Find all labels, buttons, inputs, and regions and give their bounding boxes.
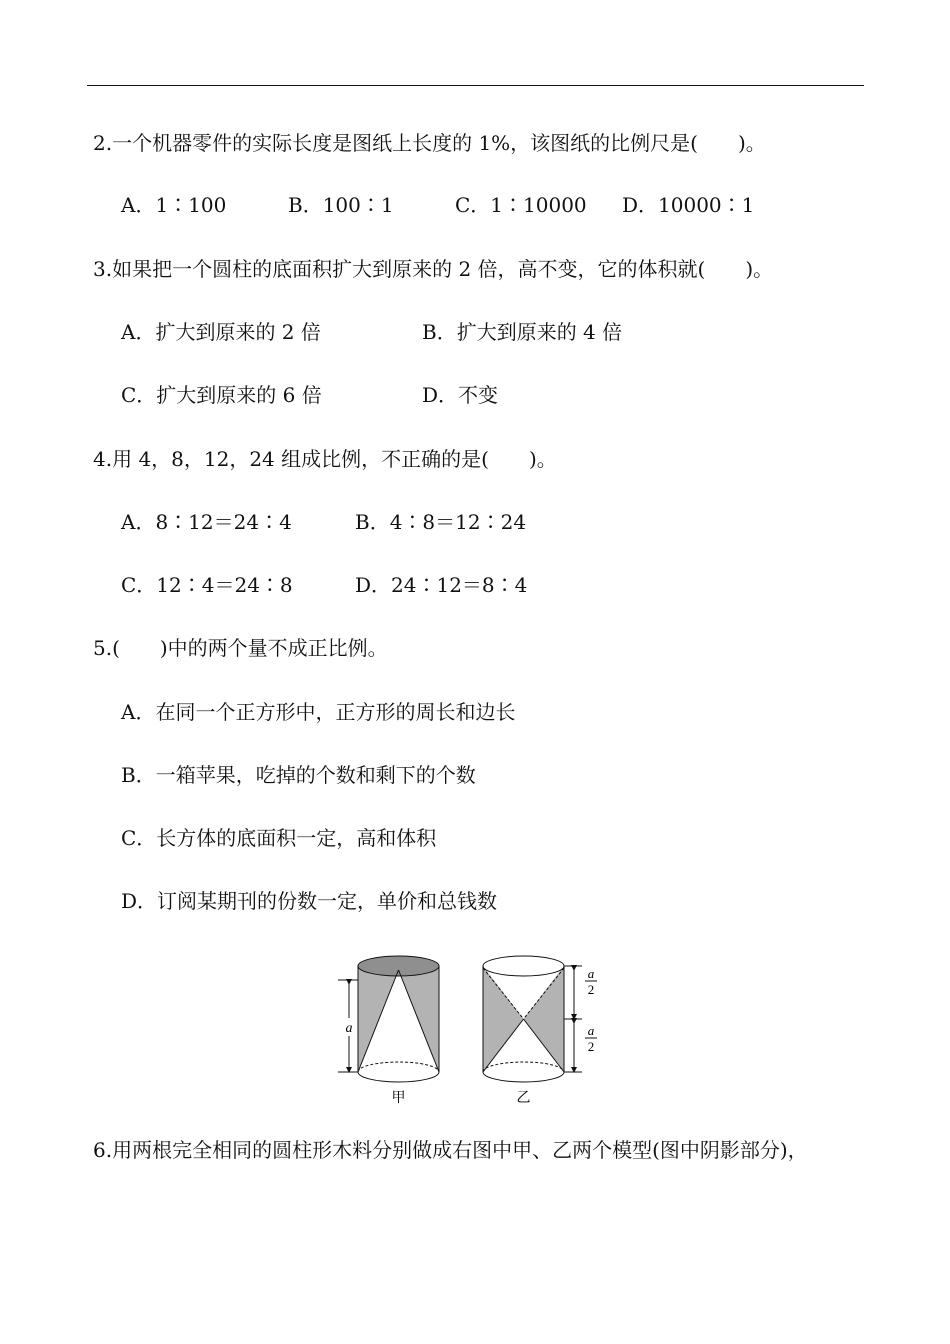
q4-option-b[interactable]: B．4∶8＝12∶24 [355,510,527,534]
q2-option-a[interactable]: A．1∶100 [121,193,227,217]
q3-option-d[interactable]: D．不变 [422,383,499,407]
q3-stem: 3.如果把一个圆柱的底面积扩大到原来的 2 倍，高不变，它的体积就( )。 [93,257,774,281]
q4-option-a[interactable]: A．8∶12＝24∶4 [121,510,292,534]
q4-option-d[interactable]: D．24∶12＝8∶4 [355,573,528,597]
frac-top-numerator: a [587,966,595,981]
q3-option-c[interactable]: C．扩大到原来的 6 倍 [121,383,322,407]
q5-option-b[interactable]: B．一箱苹果，吃掉的个数和剩下的个数 [121,763,476,787]
q2-option-d[interactable]: D．10000∶1 [622,193,755,217]
q5-stem: 5.( )中的两个量不成正比例。 [93,636,388,660]
q5-option-c[interactable]: C．长方体的底面积一定，高和体积 [121,826,437,850]
caption-jia: 甲 [391,1090,406,1106]
q4-option-c[interactable]: C．12∶4＝24∶8 [121,573,293,597]
q2-option-c[interactable]: C．1∶10000 [455,193,587,217]
q3-option-a[interactable]: A．扩大到原来的 2 倍 [121,320,321,344]
frac-bottom-numerator: a [587,1023,595,1038]
q4-stem: 4.用 4，8，12，24 组成比例，不正确的是( )。 [93,447,557,471]
cylinder-jia [358,956,439,1082]
q2-option-b[interactable]: B．100∶1 [288,193,394,217]
frac-top-denominator: 2 [587,982,595,997]
q2-stem: 2.一个机器零件的实际长度是图纸上长度的 1%，该图纸的比例尺是( )。 [93,131,766,155]
cylinder-figure [330,944,610,1106]
q5-option-d[interactable]: D．订阅某期刊的份数一定，单价和总钱数 [121,889,498,913]
header-rule [87,85,864,86]
cylinder-yi [483,956,564,1082]
q6-stem: 6.用两根完全相同的圆柱形木料分别做成右图中甲、乙两个模型(图中阴影部分)， [93,1138,808,1162]
q3-option-b[interactable]: B．扩大到原来的 4 倍 [422,320,623,344]
label-a: a [345,1021,353,1036]
q5-option-a[interactable]: A．在同一个正方形中，正方形的周长和边长 [121,700,516,724]
frac-bottom-denominator: 2 [587,1039,595,1054]
caption-yi: 乙 [516,1090,531,1106]
